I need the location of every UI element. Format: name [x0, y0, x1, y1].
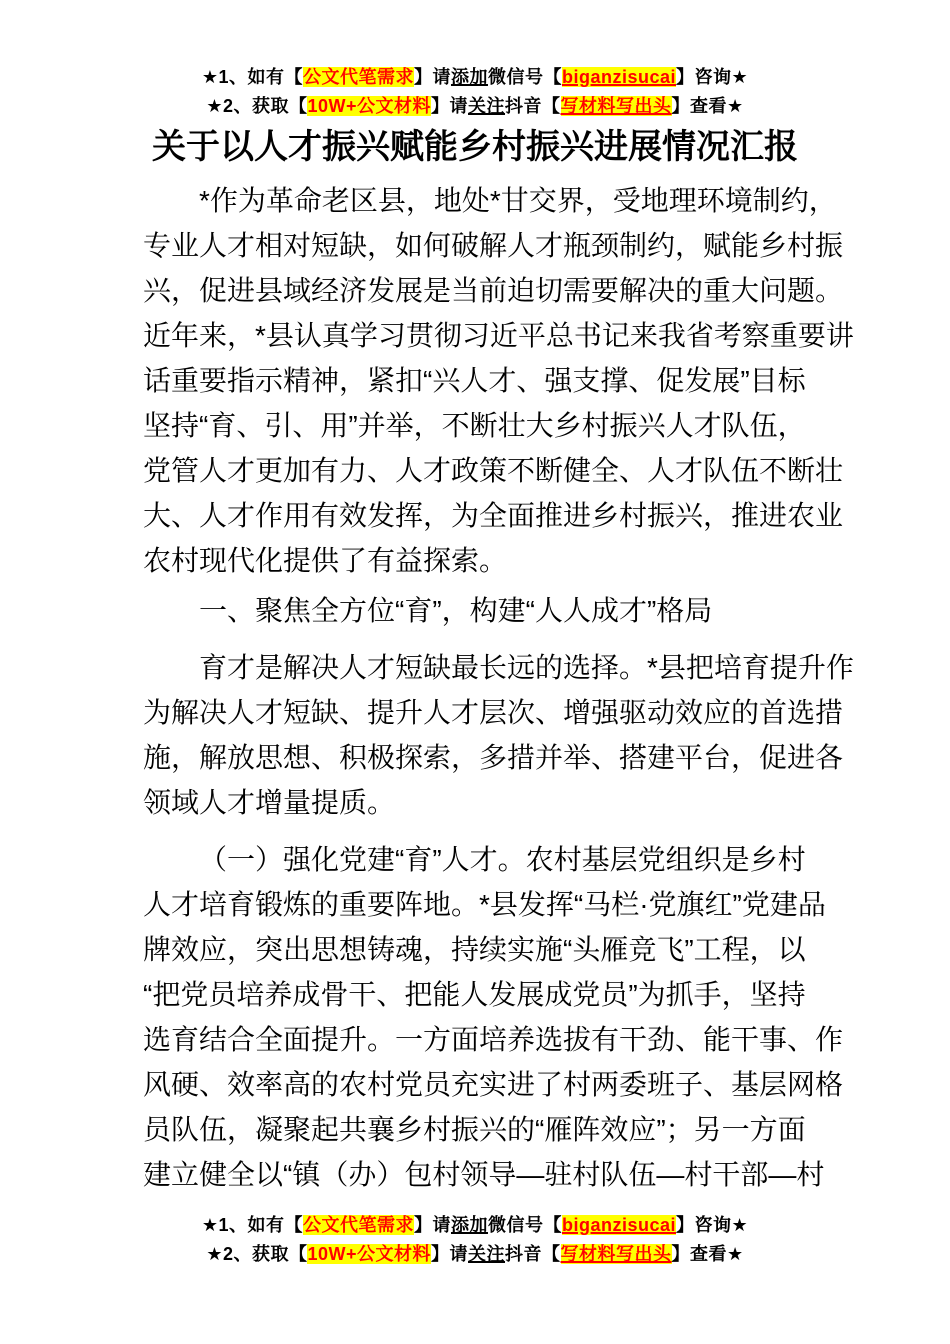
- text-line: 一、聚焦全方位“育”，构建“人人成才”格局: [199, 595, 713, 626]
- paragraph: [143, 178, 854, 583]
- text-line: 话重要指示精神，紧扣“兴人才、强支撑、促发展”目标: [143, 365, 806, 396]
- banner-line: [0, 92, 950, 121]
- highlighted-text: biganzisucai: [561, 67, 677, 87]
- banner-text: 添加: [450, 67, 488, 87]
- highlighted-text: 写材料写出头: [560, 1244, 672, 1264]
- highlighted-text: 10W+公文材料: [307, 96, 432, 116]
- banner-text: 关注: [468, 1244, 506, 1264]
- banner-text: 微信号【: [487, 67, 562, 87]
- highlighted-text: 10W+公文材料: [307, 1244, 432, 1264]
- banner-text: 】咨询★: [676, 67, 749, 87]
- header-notice: [0, 63, 950, 121]
- text-line: 兴，促进县域经济发展是当前迫切需要解决的重大问题。: [143, 275, 844, 306]
- text-line: 为解决人才短缺、提升人才层次、增强驱动效应的首选措: [143, 697, 844, 728]
- banner-text: 】请: [431, 96, 469, 116]
- banner-text: ★2、获取【: [206, 1244, 308, 1264]
- text-line: 人才培育锻炼的重要阵地。*县发挥“马栏·党旗红”党建品: [143, 889, 826, 920]
- banner-text: ★1、如有【: [201, 67, 303, 87]
- banner-text: 关注: [468, 96, 506, 116]
- text-line: 农村现代化提供了有益探索。: [143, 545, 508, 576]
- text-line: 党管人才更加有力、人才政策不断健全、人才队伍不断壮: [143, 455, 844, 486]
- banner-text: 微信号【: [487, 1215, 562, 1235]
- banner-text: ★1、如有【: [201, 1215, 303, 1235]
- highlighted-text: 写材料写出头: [560, 96, 672, 116]
- highlighted-text: 公文代笔需求: [302, 67, 414, 87]
- section-heading: [143, 588, 807, 633]
- text-line: 建立健全以“镇（办）包村领导—驻村队伍—村干部—村: [143, 1159, 825, 1190]
- paragraph: [143, 837, 844, 1197]
- banner-text: 】请: [413, 67, 451, 87]
- banner-line: [0, 63, 950, 92]
- text-line: 领域人才增量提质。: [143, 787, 396, 818]
- text-line: 施，解放思想、积极探索，多措并举、搭建平台，促进各: [143, 742, 844, 773]
- text-line: 风硬、效率高的农村党员充实进了村两委班子、基层网格: [143, 1069, 844, 1100]
- text-line: *作为革命老区县，地处*甘交界，受地理环境制约，: [199, 185, 837, 216]
- text-line: 牌效应，突出思想铸魂，持续实施“头雁竞飞”工程，以: [143, 934, 806, 965]
- text-line: 专业人才相对短缺，如何破解人才瓶颈制约，赋能乡村振: [143, 230, 844, 261]
- banner-text: 添加: [450, 1215, 488, 1235]
- text-line: （一）强化党建“育”人才。农村基层党组织是乡村: [199, 844, 806, 875]
- banner-text: 】请: [413, 1215, 451, 1235]
- highlighted-text: 公文代笔需求: [302, 1215, 414, 1235]
- document-body: [143, 178, 854, 1197]
- text-line: 近年来，*县认真学习贯彻习近平总书记来我省考察重要讲: [143, 320, 854, 351]
- document-title: 关于以人才振兴赋能乡村振兴进展情况汇报: [152, 128, 798, 166]
- text-line: “把党员培养成骨干、把能人发展成党员”为抓手，坚持: [143, 979, 806, 1010]
- text-line: 育才是解决人才短缺最长远的选择。*县把培育提升作: [199, 652, 854, 683]
- banner-text: 】咨询★: [676, 1215, 749, 1235]
- paragraph: [143, 645, 854, 825]
- text-line: 大、人才作用有效发挥，为全面推进乡村振兴，推进农业: [143, 500, 844, 531]
- banner-text: 】查看★: [671, 96, 744, 116]
- text-line: 坚持“育、引、用”并举，不断壮大乡村振兴人才队伍，: [143, 410, 806, 441]
- footer-notice: [0, 1211, 950, 1269]
- banner-line: [0, 1240, 950, 1269]
- banner-text: 】请: [431, 1244, 469, 1264]
- banner-text: 抖音【: [505, 96, 561, 116]
- text-line: 员队伍，凝聚起共襄乡村振兴的“雁阵效应”；另一方面: [143, 1114, 806, 1145]
- text-line: 选育结合全面提升。一方面培养选拔有干劲、能干事、作: [143, 1024, 844, 1055]
- banner-line: [0, 1211, 950, 1240]
- banner-text: 抖音【: [505, 1244, 561, 1264]
- banner-text: ★2、获取【: [206, 96, 308, 116]
- highlighted-text: biganzisucai: [561, 1215, 677, 1235]
- banner-text: 】查看★: [671, 1244, 744, 1264]
